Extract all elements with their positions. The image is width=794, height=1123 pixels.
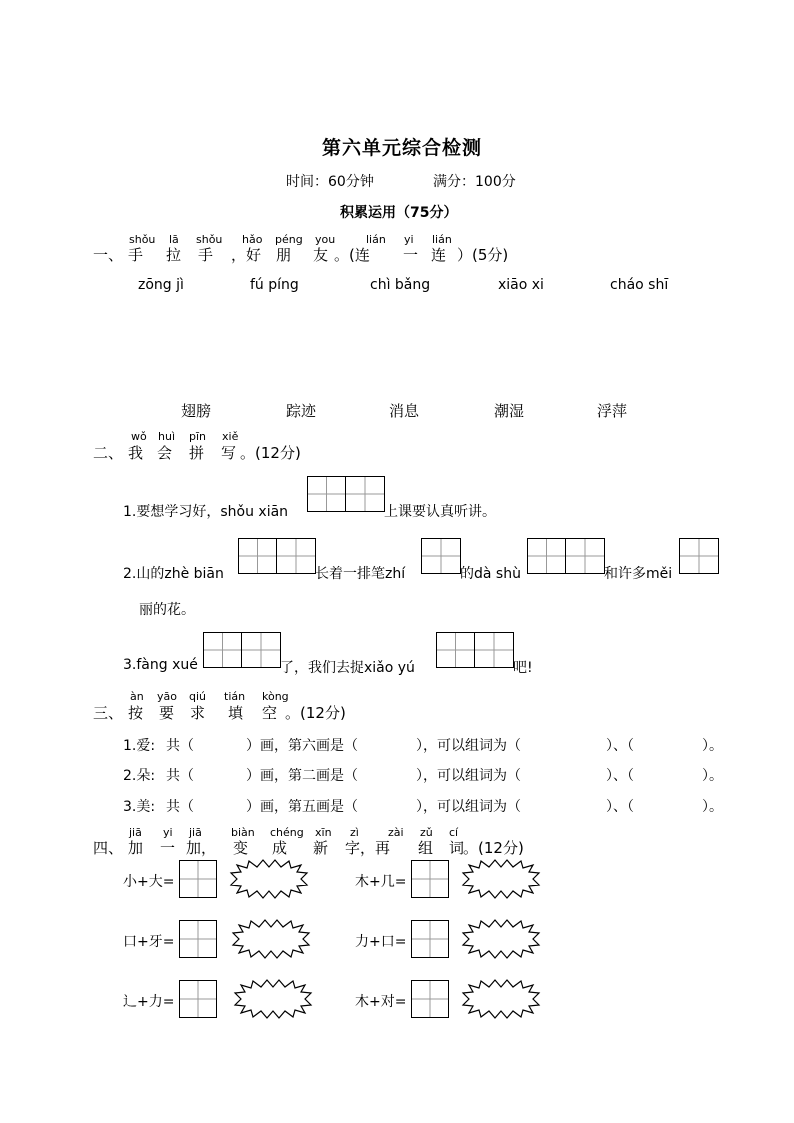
q4-char-9: 词: [449, 839, 465, 857]
q3-row-3-e: ）。: [702, 799, 723, 815]
q1-char-4: ，好: [231, 246, 262, 264]
q4-char-10: 。(12分): [463, 839, 524, 857]
q4-item-6-label: 木+对=: [355, 994, 407, 1010]
q3-row-2-char: 2.朵:: [123, 768, 156, 784]
q3-char-5: 空: [262, 704, 278, 722]
q1-han-word-5: 浮萍: [597, 402, 628, 420]
q3-char-6: 。(12分): [285, 704, 346, 722]
q4-item-3-burst[interactable]: [231, 919, 311, 959]
q4-char-4: 变: [233, 839, 249, 857]
q4-item-6-box[interactable]: [411, 980, 449, 1018]
score-label: 满分：100分: [433, 174, 516, 190]
q1-pinyin-word-5: cháo shī: [610, 277, 669, 293]
q2-pinyin-4: xiě: [222, 430, 239, 443]
q1-pinyin-7: lián: [366, 233, 386, 246]
q2-s2-text-d: 和许多měi: [604, 566, 673, 582]
q4-item-4-box[interactable]: [411, 920, 449, 958]
q3-char-3: 求: [190, 704, 206, 722]
q4-char-7: 字，再: [345, 839, 391, 857]
q1-pinyin-word-2: fú píng: [250, 277, 299, 293]
q2-s3-text-b: 了，我们去捉xiǎo yú: [280, 660, 415, 676]
page-title: 第六单元综合检测: [322, 137, 483, 159]
q4-number: 四、: [93, 839, 124, 857]
q1-han-word-3: 消息: [389, 402, 420, 420]
q3-row-3-char: 3.美:: [123, 799, 156, 815]
q3-char-1: 按: [128, 704, 144, 722]
section-heading: 积累运用（75分）: [340, 205, 458, 221]
q4-char-3: 加，: [186, 839, 217, 857]
q1-char-10: ）(5分): [457, 246, 509, 264]
q1-pinyin-3: shǒu: [196, 233, 223, 246]
q3-pinyin-1: àn: [130, 690, 144, 703]
q3-row-1-c: ），可以组词为（: [416, 738, 521, 754]
q2-char-1: 我: [128, 444, 144, 462]
q2-s2-text-b: 长着一排笔zhí: [315, 566, 406, 582]
q4-char-2: 一: [160, 839, 176, 857]
q2-s3-text-c: 吧!: [513, 660, 533, 676]
q3-row-3-d: ）、（: [606, 799, 634, 815]
q3-row-2-c: ），可以组词为（: [416, 768, 521, 784]
q2-s3-grid-1[interactable]: [203, 632, 281, 668]
q2-char-3: 拼: [189, 444, 205, 462]
q4-pinyin-6: xīn: [315, 826, 332, 839]
q2-s2-grid-3[interactable]: [527, 538, 605, 574]
q2-s2-text-c: 的dà shù: [460, 566, 521, 582]
q2-s1-text-a: 1.要想学习好，shǒu xiān: [123, 504, 289, 520]
q2-s3-grid-2[interactable]: [436, 632, 514, 668]
q3-pinyin-3: qiú: [189, 690, 207, 703]
q4-item-4-label: 力+口=: [355, 934, 407, 950]
q1-pinyin-2: lā: [169, 233, 179, 246]
q4-pinyin-8: zài: [388, 826, 404, 839]
q1-char-7: 。(连: [334, 246, 370, 264]
q2-pinyin-2: huì: [158, 430, 175, 443]
q3-row-2-b: ）画，第二画是（: [246, 768, 358, 784]
q1-number: 一、: [93, 246, 124, 264]
q3-row-2-d: ）、（: [606, 768, 634, 784]
q3-row-1-a: 共（: [166, 738, 194, 754]
q4-pinyin-9: zǔ: [420, 826, 433, 839]
q3-char-4: 填: [228, 704, 244, 722]
q1-char-3: 手: [198, 246, 214, 264]
q3-row-3-a: 共（: [166, 799, 194, 815]
q1-char-5: 朋: [276, 246, 292, 264]
q3-number: 三、: [93, 704, 124, 722]
q1-pinyin-6: you: [315, 233, 336, 246]
q3-pinyin-4: tián: [224, 690, 246, 703]
q4-item-5-burst[interactable]: [233, 979, 313, 1019]
q4-item-3-label: 口+牙=: [123, 934, 175, 950]
q4-item-1-burst[interactable]: [229, 859, 309, 899]
q4-pinyin-5: chéng: [270, 826, 304, 839]
q2-s2-grid-4[interactable]: [679, 538, 719, 574]
q2-pinyin-1: wǒ: [131, 430, 147, 443]
q2-s1-grid[interactable]: [307, 476, 385, 512]
q4-item-2-burst[interactable]: [461, 859, 541, 899]
q1-pinyin-word-1: zōng jì: [138, 277, 184, 293]
q1-pinyin-9: lián: [432, 233, 452, 246]
q2-char-4: 写: [221, 444, 237, 462]
q4-pinyin-4: biàn: [231, 826, 255, 839]
q2-number: 二、: [93, 444, 124, 462]
q4-item-4-burst[interactable]: [461, 919, 541, 959]
q4-item-3-box[interactable]: [179, 920, 217, 958]
q3-pinyin-5: kòng: [262, 690, 289, 703]
q3-row-2-e: ）。: [702, 768, 723, 784]
q4-char-6: 新: [313, 839, 329, 857]
q4-pinyin-1: jiā: [129, 826, 142, 839]
q2-s1-text-b: 上课要认真听讲。: [384, 504, 496, 520]
q1-char-1: 手: [128, 246, 144, 264]
q2-s2-grid-1[interactable]: [238, 538, 316, 574]
q3-row-3-c: ），可以组词为（: [416, 799, 521, 815]
q1-pinyin-5: péng: [275, 233, 303, 246]
q1-pinyin-word-4: xiāo xi: [498, 277, 544, 293]
q3-pinyin-2: yāo: [157, 690, 177, 703]
q3-row-2-a: 共（: [166, 768, 194, 784]
q1-pinyin-8: yi: [404, 233, 414, 246]
q1-han-word-2: 踪迹: [286, 402, 317, 420]
q1-pinyin-word-3: chì bǎng: [370, 277, 431, 293]
q4-pinyin-10: cí: [449, 826, 459, 839]
q4-item-2-label: 木+几=: [355, 874, 407, 890]
time-label: 时间：60分钟: [286, 174, 374, 190]
q1-char-8: 一: [403, 246, 419, 264]
q4-item-1-box[interactable]: [179, 860, 217, 898]
q3-row-1-char: 1.爱:: [123, 738, 156, 754]
q2-pinyin-3: pīn: [189, 430, 207, 443]
q3-row-1-d: ）、（: [606, 738, 634, 754]
q1-han-word-4: 潮湿: [494, 402, 525, 420]
q4-pinyin-2: yi: [163, 826, 173, 839]
q2-char-5: 。(12分): [240, 444, 301, 462]
q1-char-9: 连: [431, 246, 447, 264]
q4-char-1: 加: [128, 839, 144, 857]
q1-pinyin-1: shǒu: [129, 233, 156, 246]
q3-row-1-e: ）。: [702, 738, 723, 754]
q4-char-5: 成: [272, 839, 288, 857]
q2-char-2: 会: [157, 444, 173, 462]
q4-item-6-burst[interactable]: [461, 979, 541, 1019]
q1-han-word-1: 翅膀: [181, 402, 212, 420]
q4-pinyin-7: zì: [350, 826, 359, 839]
q4-item-5-label: 辶+力=: [123, 994, 175, 1010]
q4-item-1-label: 小+大=: [123, 874, 175, 890]
q3-row-1-b: ）画，第六画是（: [246, 738, 358, 754]
q2-s2-grid-2[interactable]: [421, 538, 461, 574]
q4-item-2-box[interactable]: [411, 860, 449, 898]
q3-row-3-b: ）画，第五画是（: [246, 799, 358, 815]
q3-char-2: 要: [159, 704, 175, 722]
q4-char-8: 组: [418, 839, 434, 857]
q1-pinyin-4: hǎo: [242, 233, 263, 246]
q2-s2-text-e: 丽的花。: [139, 602, 195, 618]
q2-s2-text-a: 2.山的zhè biān: [123, 566, 224, 582]
q2-s3-text-a: 3.fàng xué: [123, 657, 198, 673]
q4-pinyin-3: jiā: [189, 826, 202, 839]
q1-char-6: 友: [313, 246, 329, 264]
q1-char-2: 拉: [166, 246, 182, 264]
q4-item-5-box[interactable]: [179, 980, 217, 1018]
